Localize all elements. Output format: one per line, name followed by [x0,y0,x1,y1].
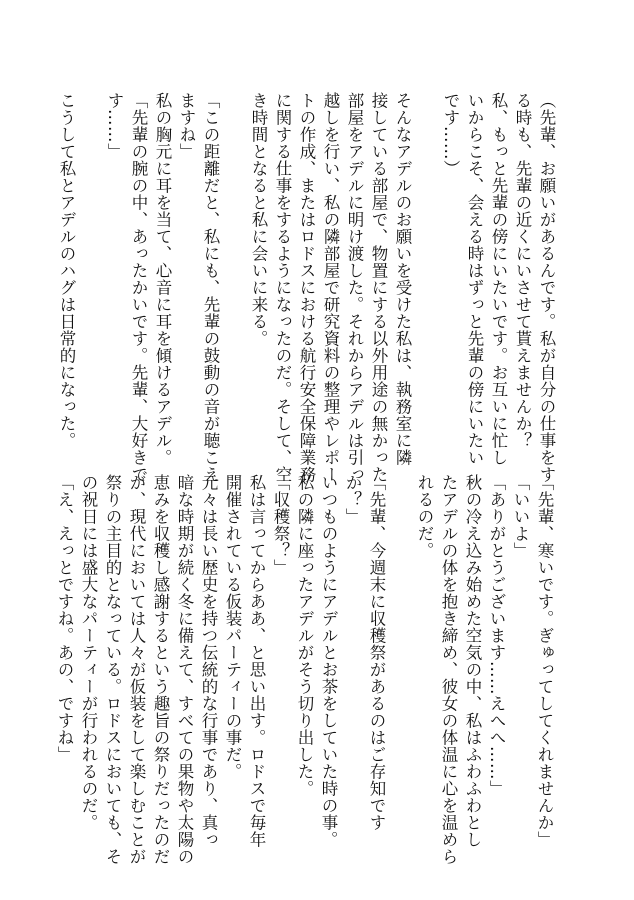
text-line: 祭りの主目的となっている。ロドスにおいても、そ [103,474,122,865]
text-line: が、現代においては人々が仮装をして楽しむことが [127,474,146,865]
text-line: 元々は長い歴史を持つ伝統的な行事であり、真っ [199,474,218,848]
text-line: こうして私とアデルのハグは日常的になった。 [57,92,76,449]
text-line: 「先輩、寒いです。ぎゅってしてくれませんか」 [535,474,554,848]
text-line: いつものようにアデルとお茶をしていた時の事。 [319,474,338,848]
text-line: き時間となると私に会いに来る。 [249,92,268,347]
text-line: 「先輩の腕の中、あったかいです。先輩、大好きで [129,92,148,483]
lower-text-block [52,474,556,865]
upper-text-block [54,92,558,483]
text-line: 接している部屋で、物置にする以外用途の無かった [369,92,388,483]
text-line: 私の胸元に耳を当て、心音に耳を傾けるアデル。 [153,92,172,466]
text-line: る時も、先輩の近くにいさせて貰えませんか？ [513,92,532,449]
text-line: 「収穫祭？」 [271,474,290,576]
text-line: 「この距離だと、私にも、先輩の鼓動の音が聴こえ [201,92,220,483]
text-line: （先輩、お願いがあるんです。私が自分の仕事をす [537,92,556,483]
text-line: 「ありがとうございます……えへへ……」 [487,474,506,797]
paragraph-gap [414,92,438,432]
paragraph-gap [222,92,246,432]
text-line: 越しを行い、私の隣部屋で研究資料の整理やレポー [321,92,340,483]
text-line: す……」 [105,92,124,160]
text-line: 暗な時期が続く冬に備えて、すべての果物や太陽の [175,474,194,865]
text-line: 私、もっと先輩の傍にいたいです。お互いに忙し [489,92,508,466]
text-line: 「え、えっとですね。あの、ですね」 [55,474,74,763]
text-line: たアデルの体を抱き締め、彼女の体温に心を温めら [439,474,458,865]
text-line: 開催されている仮装パーティーの事だ。 [223,474,242,780]
text-line: 私の隣に座ったアデルがそう切り出した。 [295,474,314,797]
text-line: か？」 [343,474,362,525]
text-line: ますね」 [177,92,196,160]
text-line: そんなアデルのお願いを受けた私は、執務室に隣 [393,92,412,466]
text-line: に関する仕事をするようになったのだ。そして、空 [273,92,292,483]
text-line: 部屋をアデルに明け渡した。それからアデルは引っ [345,92,364,483]
text-line: 私は言ってからああ、と思い出す。ロドスで毎年 [247,474,266,848]
text-line: トの作成、またはロドスにおける航行安全保障業務 [297,92,316,483]
text-line: 「先輩、今週末に収穫祭があるのはご存知です [367,474,386,831]
paragraph-gap [388,474,412,829]
text-line: 秋の冷え込み始めた空気の中、私はふわふわとし [463,474,482,848]
text-line: 「いいよ」 [511,474,530,559]
text-line: いからこそ、会える時はずっと先輩の傍にいたい [465,92,484,466]
text-line: です……） [441,92,460,177]
text-line: れるのだ。 [415,474,434,559]
paragraph-gap [78,92,102,432]
text-line: 恵みを収穫し感謝するという趣旨の祭りだったのだ [151,474,170,865]
text-line: の祝日には盛大なパーティーが行われるのだ。 [79,474,98,831]
